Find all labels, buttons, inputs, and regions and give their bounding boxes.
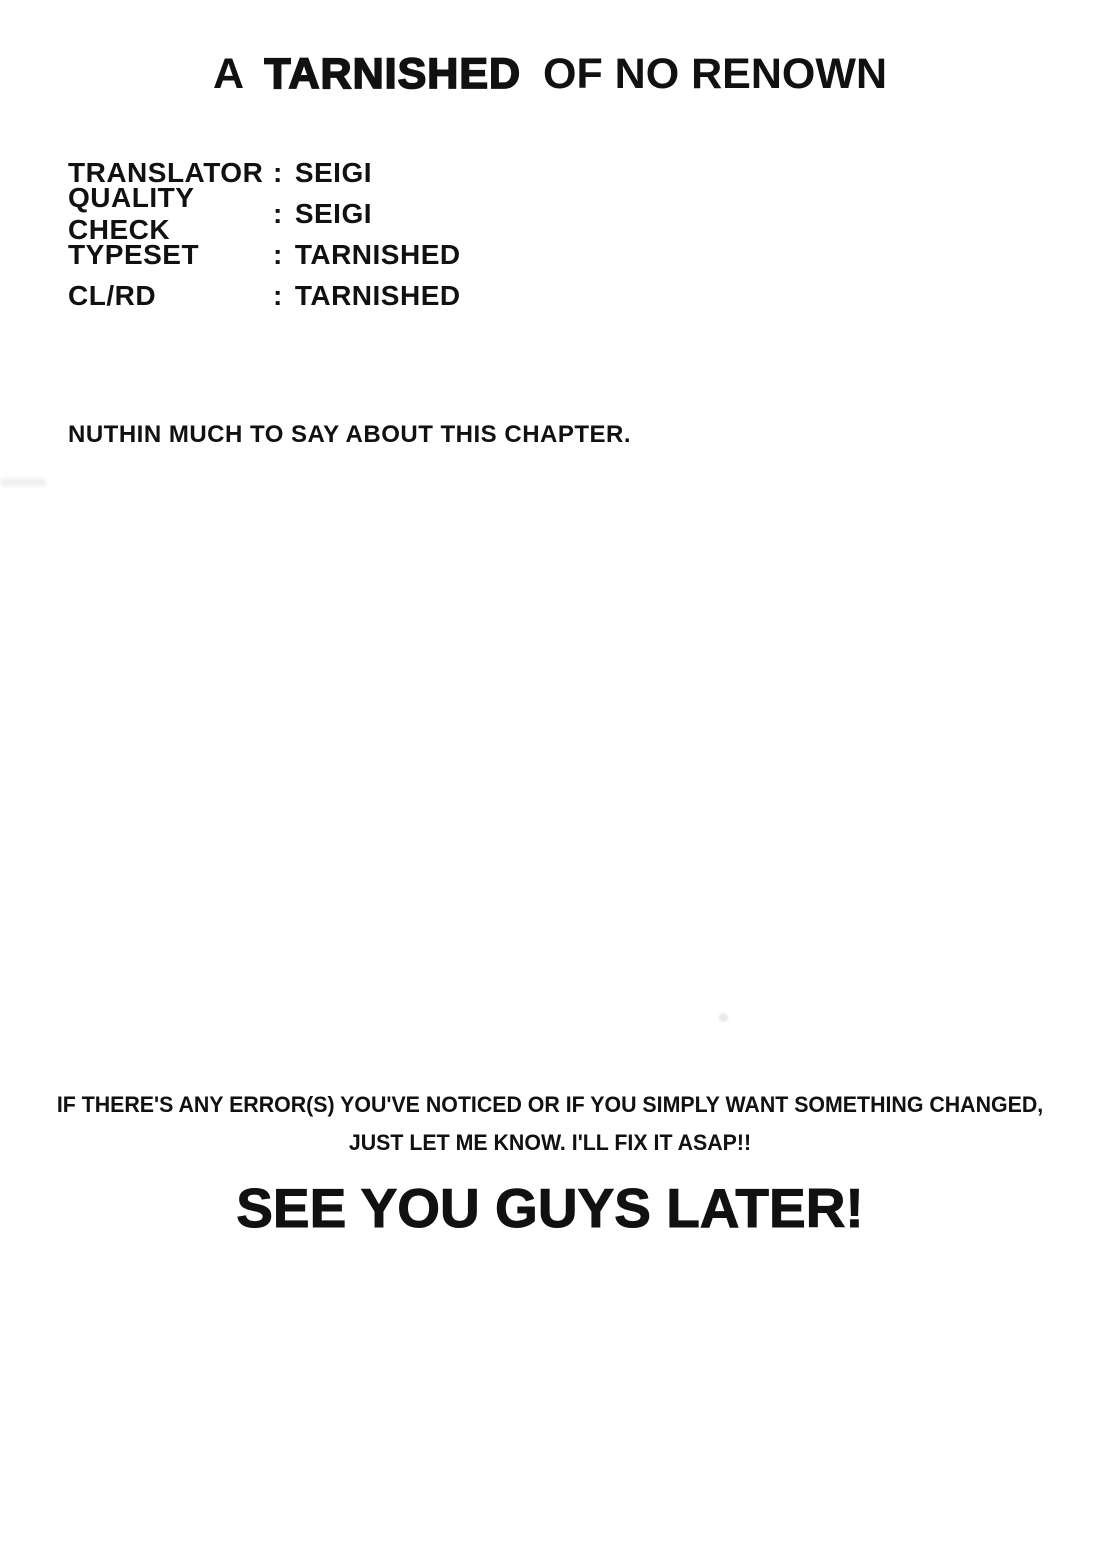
credit-role-label: TRANSLATOR bbox=[68, 156, 264, 188]
credit-role-label: QUALITY CHECK bbox=[68, 181, 194, 245]
feedback-note bbox=[0, 1086, 1100, 1162]
feedback-note-line-1: IF THERE'S ANY ERROR(S) YOU'VE NOTICED OR IF YOU SIMPLY WANT SOMETHING CHANGED, bbox=[56, 1092, 1044, 1117]
credit-person-name: SEIGI bbox=[294, 156, 373, 188]
scan-artifact-dot bbox=[719, 1013, 728, 1022]
credit-person-name: TARNISHED bbox=[294, 238, 461, 270]
chapter-note: NUTHIN MUCH TO SAY ABOUT THIS CHAPTER. bbox=[68, 421, 632, 448]
credits-list bbox=[68, 152, 461, 316]
page-title bbox=[0, 50, 1100, 99]
credit-role-label: CL/RD bbox=[68, 279, 157, 311]
credit-row-clrd bbox=[68, 275, 461, 316]
credit-person-name: SEIGI bbox=[294, 197, 373, 229]
credit-person-name: TARNISHED bbox=[294, 279, 461, 311]
credit-separator: : bbox=[273, 197, 283, 229]
credit-separator: : bbox=[273, 238, 283, 270]
title-emphasis: TARNISHED bbox=[264, 50, 522, 98]
credit-separator: : bbox=[273, 156, 283, 188]
credit-separator: : bbox=[273, 279, 283, 311]
scan-artifact-smudge bbox=[0, 479, 46, 486]
credit-role-label: TYPESET bbox=[68, 238, 200, 270]
feedback-note-line-2: JUST LET ME KNOW. I'LL FIX IT ASAP!! bbox=[348, 1130, 752, 1155]
title-prefix: A bbox=[212, 50, 243, 98]
credit-row-typeset bbox=[68, 234, 461, 275]
title-suffix: OF NO RENOWN bbox=[543, 50, 887, 98]
signoff-text: SEE YOU GUYS LATER! bbox=[236, 1177, 864, 1239]
credit-row-quality-check bbox=[68, 181, 461, 245]
